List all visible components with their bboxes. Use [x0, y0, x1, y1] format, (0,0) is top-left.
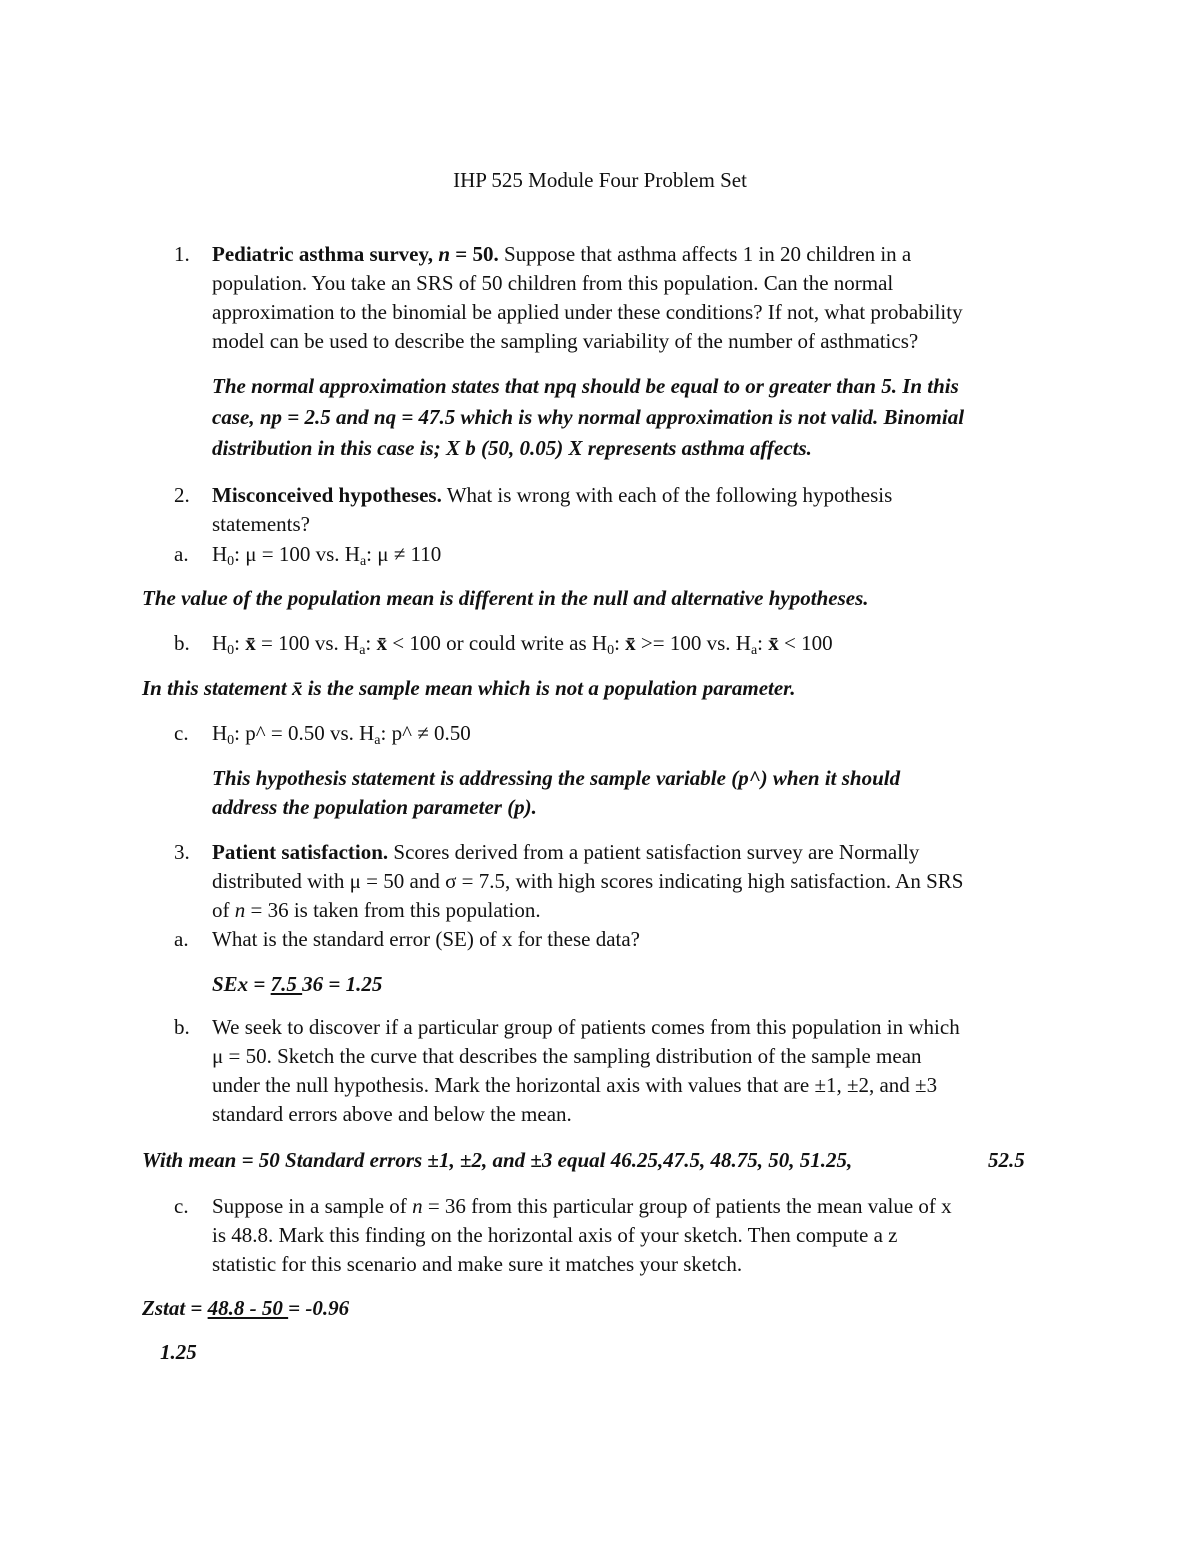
q2-line-1: [212, 481, 892, 510]
q1-line-2: population. You take an SRS of 50 children from this population. Can the normal: [212, 271, 894, 295]
q3a-label: a.: [174, 927, 189, 951]
q3-heading: Patient satisfaction.: [212, 840, 389, 864]
q2-line-1-text: What is wrong with each of the following hypothesis: [441, 483, 893, 507]
q3a-answer: SEx = 7.5 36 = 1.25: [212, 972, 383, 996]
q1-line-1-text: Suppose that asthma affects 1 in 20 children in a: [498, 242, 912, 266]
q3c-line-1: Suppose in a sample of n = 36 from this particular group of patients the mean value of x: [212, 1194, 952, 1218]
q2b-hypothesis: $H_0$: x̄ = 100 vs. $H_a$: x̄ < 100 or could write as $H_0$: x̄ >= 100 vs. $H_a$: x̄ < 100: [212, 631, 833, 658]
q3b-line-1: We seek to discover if a particular group of patients comes from this population in which: [212, 1015, 960, 1039]
q1-n-variable: n: [438, 242, 450, 266]
q3c-label: c.: [174, 1194, 189, 1218]
page-title: IHP 525 Module Four Problem Set: [453, 168, 747, 192]
q3-line-3: of n = 36 is taken from this population.: [212, 898, 541, 922]
q3a-question: What is the standard error (SE) of x for these data?: [212, 927, 640, 951]
q3a-answer-numerator: 7.5: [270, 972, 303, 996]
q3c-line-2: is 48.8. Mark this finding on the horizontal axis of your sketch. Then compute a z: [212, 1223, 898, 1247]
q1-line-3: approximation to the binomial be applied under these conditions? If not, what probability: [212, 300, 963, 324]
q2a-answer: The value of the population mean is different in the null and alternative hypotheses.: [142, 586, 869, 610]
q1-answer-line-1: The normal approximation states that npq should be equal to or greater than 5. In this: [212, 374, 959, 398]
q1-heading: Pediatric asthma survey,: [212, 242, 439, 266]
q2c-answer-line-1: This hypothesis statement is addressing the sample variable (p^) when it should: [212, 766, 901, 790]
q3b-label: b.: [174, 1015, 190, 1039]
q1-heading-tail: = 50.: [450, 242, 499, 266]
q3c-line-3: statistic for this scenario and make sure it matches your sketch.: [212, 1252, 743, 1276]
q3b-line-3: under the null hypothesis. Mark the horizontal axis with values that are ±1, ±2, and ±3: [212, 1073, 938, 1097]
q1-line-4: model can be used to describe the sampling variability of the number of asthmatics?: [212, 329, 919, 353]
q2c-hypothesis: $H_0$: p^ = 0.50 vs. $H_a$: p^ ≠ 0.50: [212, 721, 471, 748]
q3b-answer: With mean = 50 Standard errors ±1, ±2, and ±3 equal 46.25,47.5, 48.75, 50, 51.25,: [142, 1148, 853, 1172]
q2-line-2: statements?: [212, 512, 310, 536]
q2a-hypothesis: $H_0$: μ = 100 vs. $H_a$: μ ≠ 110: [212, 542, 442, 569]
q2b-label: b.: [174, 631, 190, 655]
q2b-answer: In this statement x̄ is the sample mean which is not a population parameter.: [142, 676, 796, 700]
q1-line-1: [212, 240, 911, 269]
q2a-label: a.: [174, 542, 189, 566]
q3b-line-2: μ = 50. Sketch the curve that describes the sampling distribution of the sample mean: [212, 1044, 922, 1068]
q3-line-1-text: Scores derived from a patient satisfaction survey are Normally: [388, 840, 920, 864]
q2-heading: Misconceived hypotheses.: [212, 483, 442, 507]
q3b-answer-end: 52.5: [988, 1148, 1025, 1172]
q1-answer-line-2: case, np = 2.5 and nq = 47.5 which is why normal approximation is not valid. Binomial: [212, 405, 965, 429]
q3c-answer: Zstat = 48.8 - 50 = -0.96: [142, 1296, 350, 1320]
q3c-answer-numerator: 48.8 - 50: [207, 1296, 289, 1320]
q3b-line-4: standard errors above and below the mean.: [212, 1102, 572, 1126]
q3-number: 3.: [174, 840, 190, 864]
q2-number: 2.: [174, 483, 190, 507]
q2c-answer-line-2: address the population parameter (p).: [212, 795, 537, 819]
q3-line-2: distributed with μ = 50 and σ = 7.5, with high scores indicating high satisfaction. An SRS: [212, 869, 964, 893]
q3-line-1: [212, 838, 919, 867]
q1-number: 1.: [174, 242, 190, 266]
q2c-label: c.: [174, 721, 189, 745]
q3c-answer-denominator: 1.25: [160, 1340, 197, 1364]
q1-answer-line-3: distribution in this case is; X b (50, 0.05) X represents asthma affects.: [212, 436, 812, 460]
